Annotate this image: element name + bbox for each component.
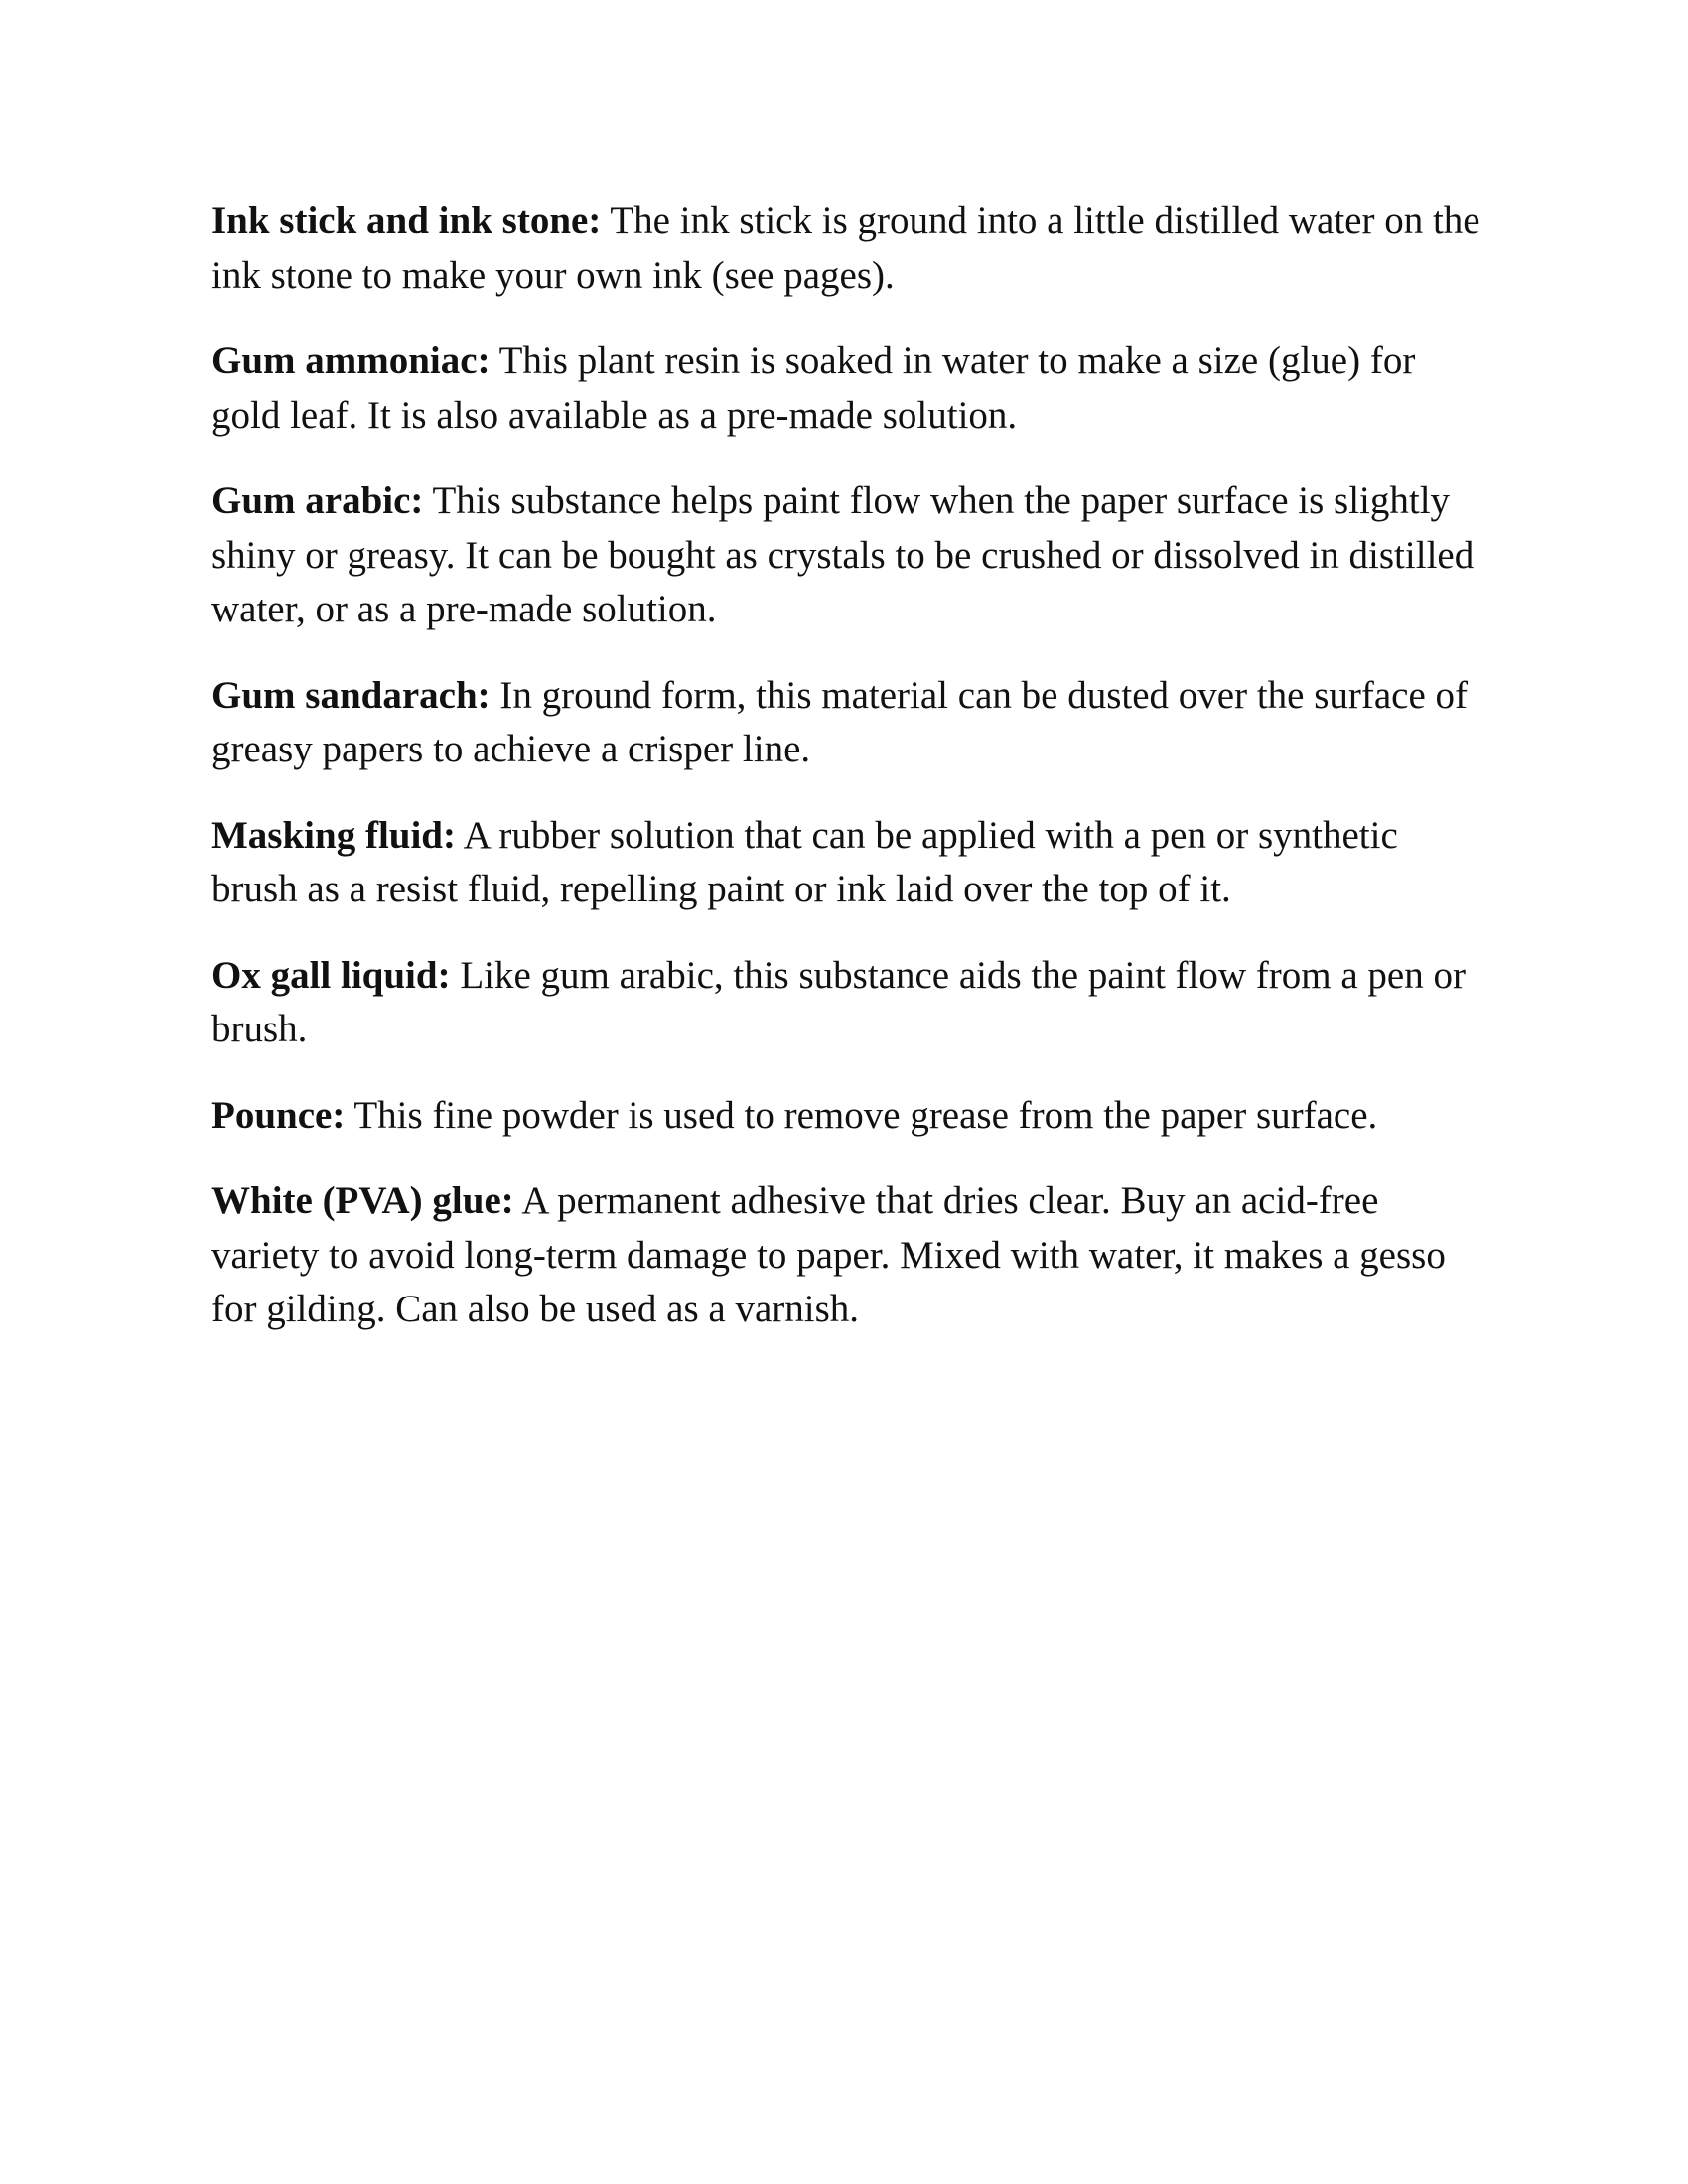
entry-term: Pounce: <box>211 1093 346 1137</box>
entry-term: Ink stick and ink stone: <box>211 200 602 242</box>
entry-term: Masking fluid: <box>211 813 456 857</box>
entry-text: This plant resin is soaked in water to make a size (glue) for gold leaf. It is also available as a pre-made solution. <box>211 340 1416 437</box>
entry-text: This substance helps paint flow when the paper surface is slightly shiny or greasy. It can be bought as crystals to be crushed or dissolved in distilled water, or as a pre-made solution. <box>211 479 1475 630</box>
glossary-entry-gum-ammoniac <box>211 335 1492 443</box>
entry-term: Ox gall liquid: <box>211 953 451 997</box>
entry-text: A permanent adhesive that dries clear. Buy an acid-free variety to avoid long-term damage to paper. Mixed with water, it makes a gesso for gilding. Can also be used as a varnish. <box>211 1179 1446 1330</box>
entry-term: Gum sandarach: <box>211 673 491 717</box>
entry-term: Gum ammoniac: <box>211 340 491 382</box>
glossary-entry-ox-gall-liquid <box>211 949 1492 1057</box>
entry-text: In ground form, this material can be dusted over the surface of greasy papers to achieve a crisper line. <box>211 673 1469 770</box>
glossary-entry-gum-arabic <box>211 475 1492 637</box>
entry-text: This fine powder is used to remove grease from the paper surface. <box>345 1093 1378 1137</box>
glossary-entry-masking-fluid <box>211 809 1492 917</box>
glossary-entry-white-pva-glue <box>211 1174 1492 1337</box>
entry-term: Gum arabic: <box>211 479 424 522</box>
entry-text: A rubber solution that can be applied with a pen or synthetic brush as a resist fluid, repelling paint or ink laid over the top of it. <box>211 813 1398 910</box>
glossary-entry-ink-stick <box>211 195 1492 303</box>
entry-text: The ink stick is ground into a little distilled water on the ink stone to make your own ink (see pages). <box>211 200 1480 297</box>
glossary-entry-pounce <box>211 1089 1492 1144</box>
glossary-list <box>211 195 1492 1369</box>
glossary-entry-gum-sandarach <box>211 669 1492 777</box>
entry-text: Like gum arabic, this substance aids the paint flow from a pen or brush. <box>211 953 1466 1050</box>
entry-term: White (PVA) glue: <box>211 1179 514 1222</box>
